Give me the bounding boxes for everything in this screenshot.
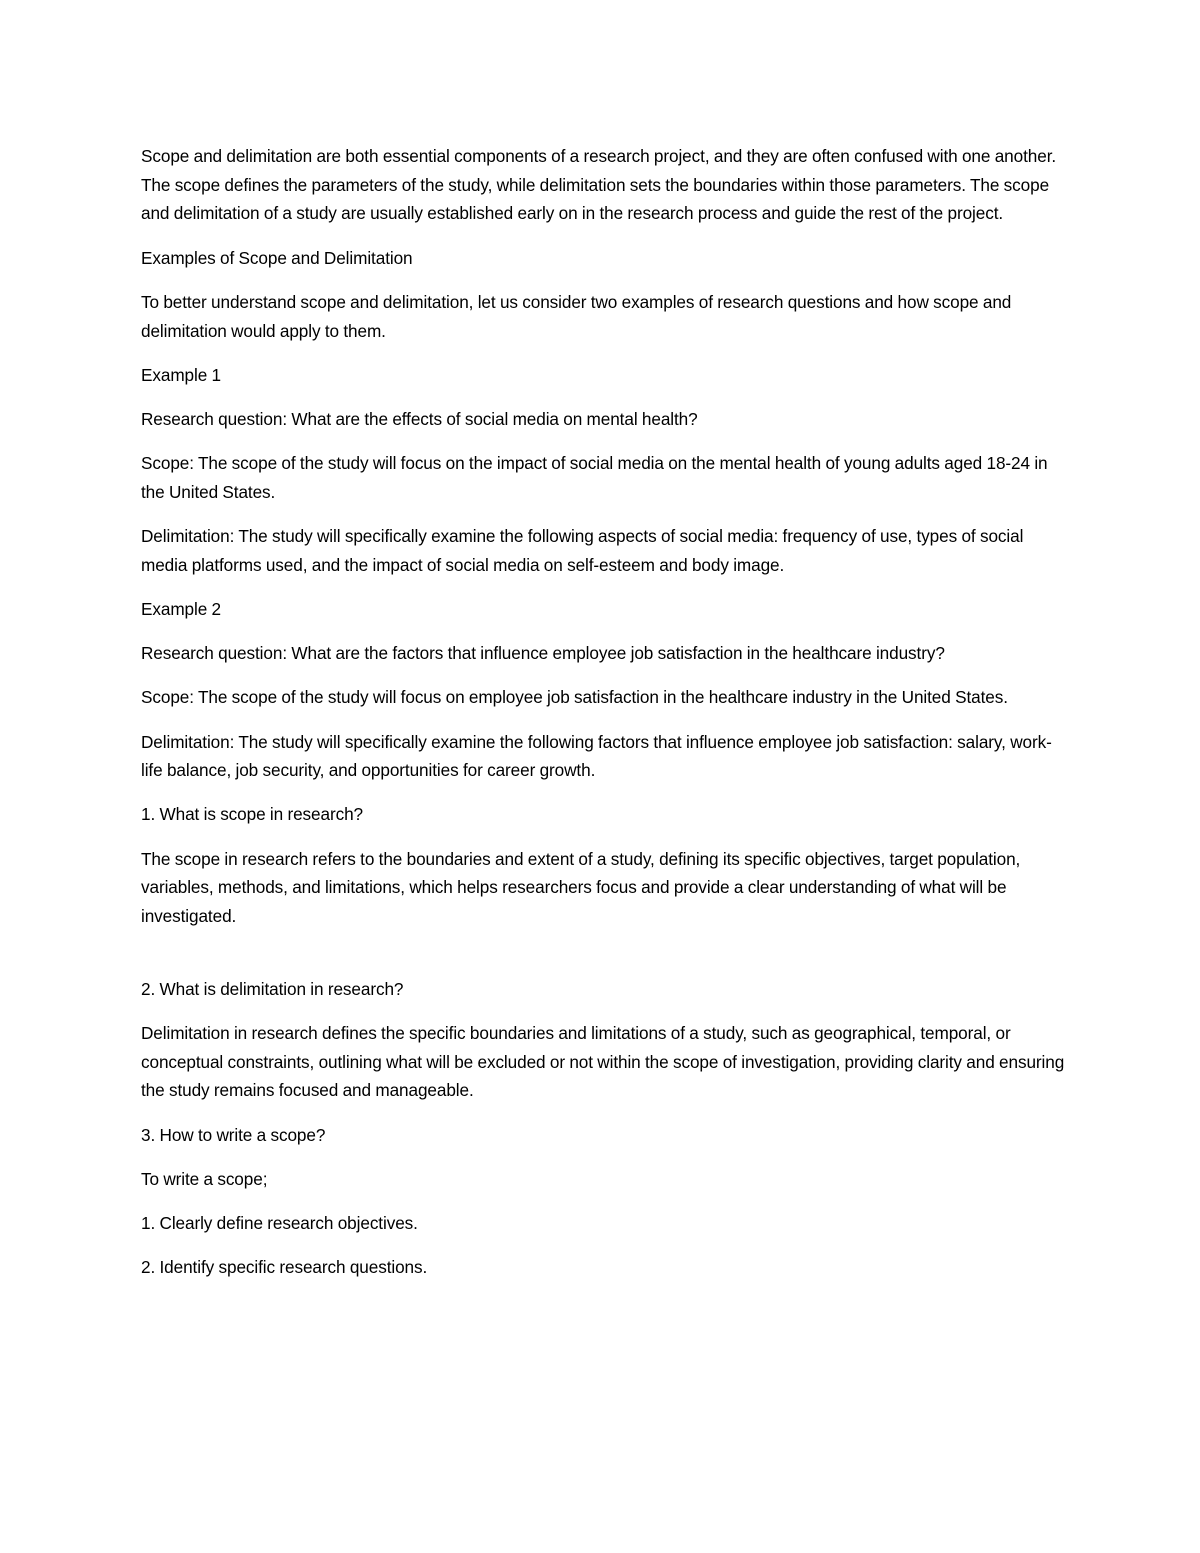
faq-2-question: 2. What is delimitation in research? <box>141 978 404 999</box>
faq-3-question: 3. How to write a scope? <box>141 1124 326 1145</box>
faq-1-answer: The scope in research refers to the boundaries and extent of a study, defining its specific objectives, target population, variables, methods, and limitations, which helps researchers focus and provide a clear understanding of what will be investigated. <box>141 848 1021 927</box>
faq-3-step-2: 2. Identify specific research questions. <box>141 1257 428 1278</box>
example-2-delimitation: Delimitation: The study will specifically examine the following factors that influence employee job satisfaction: salary, work-life balance, job security, and opportunities for career growth. <box>141 731 1052 781</box>
faq-2-answer: Delimitation in research defines the specific boundaries and limitations of a study, such as geographical, temporal, or conceptual constraints, outlining what will be excluded or not within the scope of investigation, providing clarity and ensuring the study remains focused and manageable. <box>141 1022 1065 1101</box>
examples-intro-paragraph: To better understand scope and delimitation, let us consider two examples of research questions and how scope and delimitation would apply to them. <box>141 291 1012 341</box>
example-1-delimitation: Delimitation: The study will specifically examine the following aspects of social media: frequency of use, types of social media platforms used, and the impact of social media on self-esteem and body image. <box>141 526 1024 575</box>
example-2-research-question: Research question: What are the factors that influence employee job satisfaction in the healthcare industry? <box>141 643 945 664</box>
faq-1-question: 1. What is scope in research? <box>141 804 364 825</box>
document-body <box>141 142 1066 1297</box>
example-1-heading: Example 1 <box>141 364 222 385</box>
faq-3-step-1: 1. Clearly define research objectives. <box>141 1212 418 1233</box>
section-heading-examples: Examples of Scope and Delimitation <box>141 247 413 268</box>
intro-paragraph: Scope and delimitation are both essential components of a research project, and they are often confused with one another. The scope defines the parameters of the study, while delimitation sets the boundaries within those parameters. The scope and delimitation of a study are usually established early on in the research process and guide the rest of the project. <box>141 146 1057 224</box>
example-2-heading: Example 2 <box>141 598 222 619</box>
example-1-research-question: Research question: What are the effects of social media on mental health? <box>141 408 698 429</box>
example-2-scope: Scope: The scope of the study will focus on employee job satisfaction in the healthcare industry in the United States. <box>141 687 1008 708</box>
example-1-scope: Scope: The scope of the study will focus on the impact of social media on the mental health of young adults aged 18-24 in the United States. <box>141 453 1048 502</box>
faq-3-intro: To write a scope; <box>141 1168 268 1189</box>
